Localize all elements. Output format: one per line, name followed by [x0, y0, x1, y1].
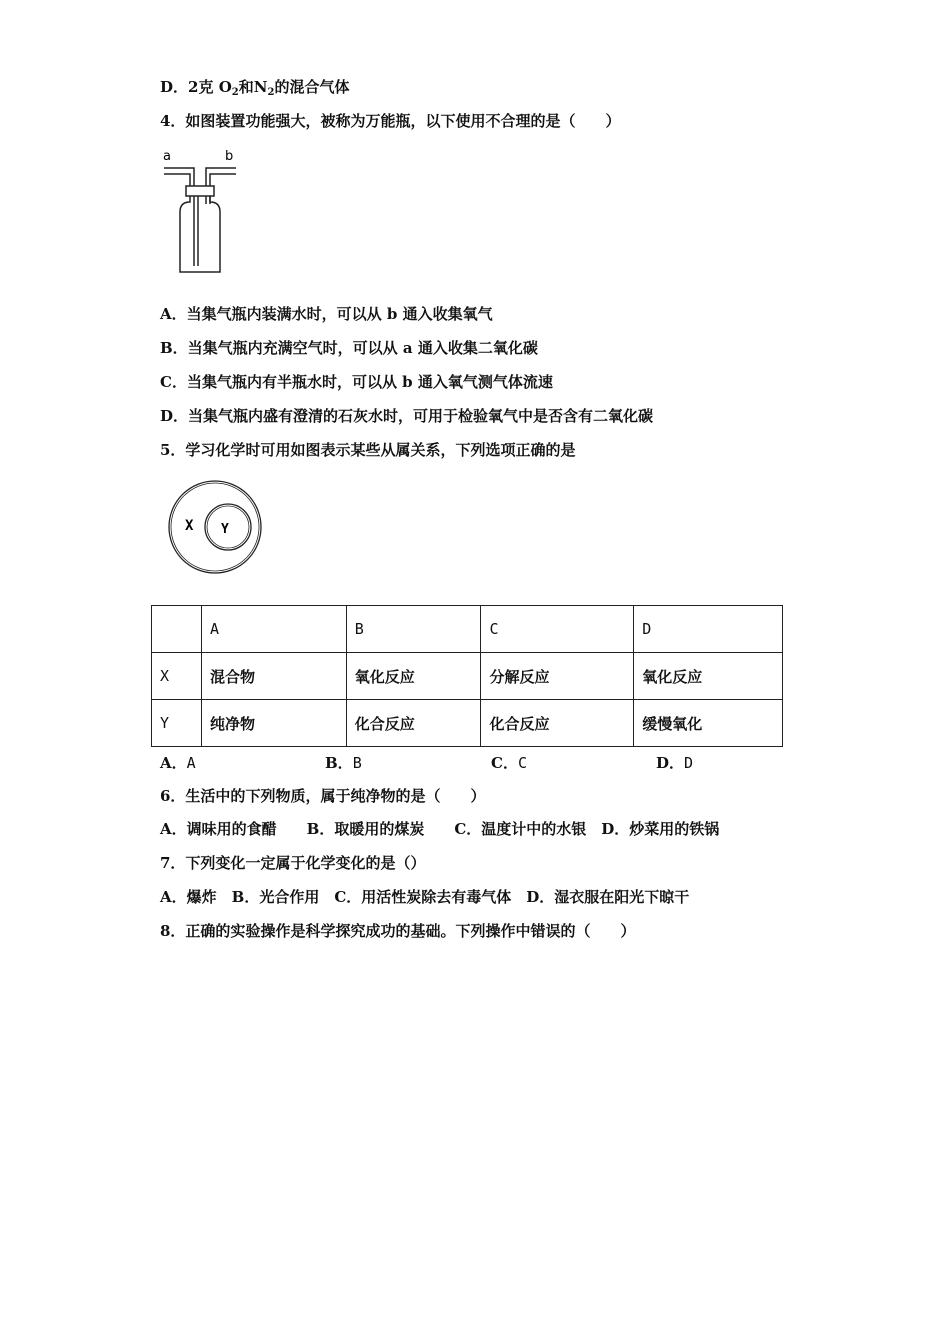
table-cell: 分解反应 — [481, 653, 634, 700]
q5-answer-a: A．A — [160, 754, 196, 772]
table-row — [152, 700, 783, 747]
table-row — [152, 653, 783, 700]
table-row — [152, 606, 783, 653]
table-cell: 纯净物 — [201, 700, 346, 747]
stopper — [186, 186, 214, 196]
port-a-label: a — [163, 149, 171, 164]
port-b-label: b — [225, 149, 234, 164]
table-row-label: X — [152, 653, 202, 700]
q7-options: A．爆炸 B．光合作用 C．用活性炭除去有毒气体 D．湿衣服在阳光下晾干 — [160, 888, 690, 906]
table-cell — [152, 606, 202, 653]
table-cell: 氧化反应 — [346, 653, 481, 700]
table-cell: 化合反应 — [346, 700, 481, 747]
table-header-cell: A — [201, 606, 346, 653]
q5-options-table — [151, 605, 783, 747]
q4-stem: 4．如图装置功能强大，被称为万能瓶，以下使用不合理的是（ ） — [160, 112, 621, 130]
nested-circles-figure — [166, 477, 266, 579]
q5-answer-b: B．B — [325, 754, 362, 772]
q5-answer-c: C．C — [491, 754, 527, 772]
table-row-label: Y — [152, 700, 202, 747]
q6-options: A．调味用的食醋 B．取暖用的煤炭 C．温度计中的水银 D．炒菜用的铁锅 — [160, 820, 720, 838]
table-cell: 缓慢氧化 — [634, 700, 783, 747]
label-x: X — [185, 518, 194, 534]
q6-stem: 6．生活中的下列物质，属于纯净物的是（ ） — [160, 787, 486, 805]
gas-bottle-figure — [158, 146, 248, 278]
label-y: Y — [221, 522, 229, 537]
q5-stem: 5．学习化学时可用如图表示某些从属关系，下列选项正确的是 — [160, 441, 576, 459]
table-header-cell: C — [481, 606, 634, 653]
q3-option-d: D．2克 $O_2$和$N_2$的混合气体 — [160, 78, 350, 98]
q4-option-d: D．当集气瓶内盛有澄清的石灰水时，可用于检验氧气中是否含有二氧化碳 — [160, 407, 654, 425]
tube-b-inner — [210, 174, 236, 186]
q4-option-a: A．当集气瓶内装满水时，可以从 b 通入收集氧气 — [160, 305, 493, 323]
tube-a-inner — [164, 174, 190, 186]
q4-option-c: C．当集气瓶内有半瓶水时，可以从 b 通入氧气测气体流速 — [160, 373, 553, 391]
table-header-cell: B — [346, 606, 481, 653]
table-cell: 混合物 — [201, 653, 346, 700]
table-cell: 氧化反应 — [634, 653, 783, 700]
q5-answer-d: D．D — [656, 754, 694, 772]
table-header-cell: D — [634, 606, 783, 653]
q7-stem: 7．下列变化一定属于化学变化的是（） — [160, 854, 426, 872]
bottle — [180, 196, 220, 272]
table-cell: 化合反应 — [481, 700, 634, 747]
q8-stem: 8．正确的实验操作是科学探究成功的基础。下列操作中错误的（ ） — [160, 922, 636, 940]
q4-option-b: B．当集气瓶内充满空气时，可以从 a 通入收集二氧化碳 — [160, 339, 538, 357]
outer-circle — [169, 481, 261, 573]
